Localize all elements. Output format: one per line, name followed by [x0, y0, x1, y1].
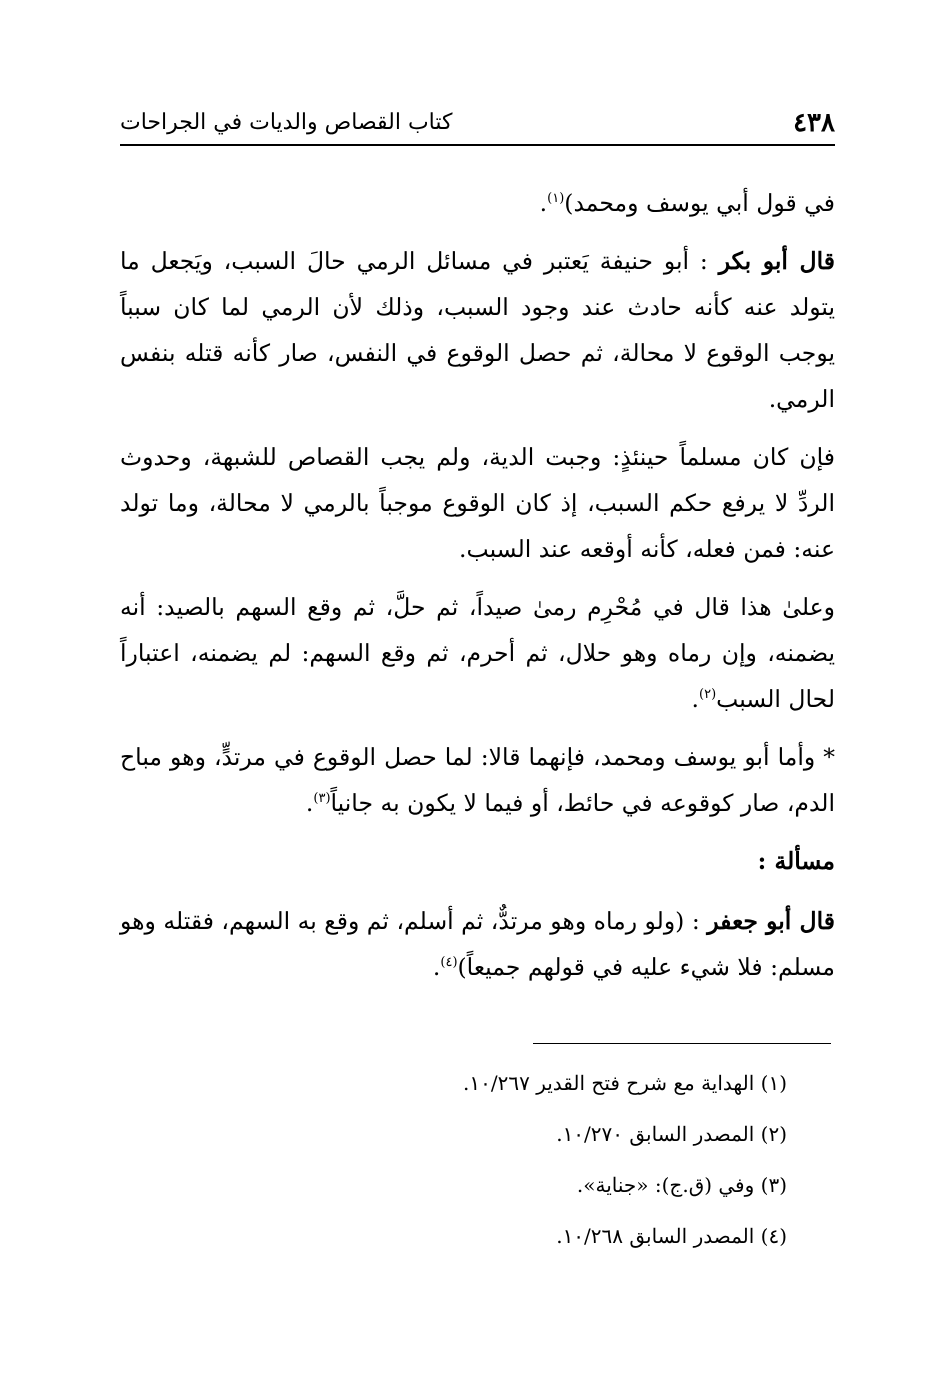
footnote-divider: [533, 1043, 831, 1044]
paragraph-text: : أبو حنيفة يَعتبر في مسائل الرمي حالَ السبب، ويَجعل ما يتولد عنه كأنه حادث عند وجود السبب، وذلك لأن الرمي لما كان سبباً يوجب الوقوع لا محالة، ثم حصل الوقوع في النفس، صار كأنه قتله بنفس الرمي.: [120, 247, 835, 413]
paragraph-6: [120, 898, 835, 990]
paragraph-4: [120, 584, 835, 722]
footnote-ref-1: (١): [547, 191, 565, 207]
page-header: [120, 100, 835, 146]
paragraph-1: [120, 180, 835, 226]
paragraph-text: : (ولو رماه وهو مرتدٌّ، ثم أسلم، ثم وقع به السهم، فقتله وهو مسلم: فلا شيء عليه في قولهم جميعاً): [120, 907, 835, 981]
footnote-item: (٣) وفي (ق.ج): «جناية».: [576, 1173, 787, 1197]
paragraph-text: فإن كان مسلماً حينئذٍ: وجبت الدية، ولم يجب القصاص للشبهة، وحدوث الردِّ لا يرفع حكم السبب، إذ كان الوقوع موجباً بالرمي لا محالة، وما تولد عنه: فمن فعله، كأنه أوقعه عند السبب.: [120, 443, 835, 563]
paragraph-3: [120, 434, 835, 572]
page: [120, 100, 835, 1002]
footnote-item: (٢) المصدر السابق ١٠/٢٧٠.: [556, 1122, 787, 1146]
paragraph-tail: .: [305, 789, 314, 817]
speaker-label: قال أبو بكر: [718, 247, 836, 275]
footnote-item: (٤) المصدر السابق ١٠/٢٦٨.: [556, 1224, 787, 1248]
speaker-label: قال أبو جعفر: [707, 907, 835, 935]
footnote-ref-2: (٢): [699, 687, 717, 703]
paragraph-text: * وأما أبو يوسف ومحمد، فإنهما قالا: لما حصل الوقوع في مرتدٍّ، وهو مباح الدم، صار كوقوعه في حائط، أو فيما لا يكون به جانياً: [120, 743, 835, 817]
paragraph-5: [120, 734, 835, 826]
paragraph-text: في قول أبي يوسف ومحمد): [564, 189, 835, 217]
section-heading: مسألة :: [757, 847, 835, 875]
paragraph-2: [120, 238, 835, 422]
main-text: [120, 180, 835, 990]
paragraph-tail: .: [432, 953, 441, 981]
paragraph-text: وعلىٰ هذا قال في مُحْرِم رمىٰ صيداً، ثم حلَّ، ثم وقع السهم بالصيد: أنه يضمنه، وإن رماه وهو حلال، ثم أحرم، ثم وقع السهم: لم يضمنه، اعتباراً لحال السبب: [120, 593, 835, 713]
footnote-ref-4: (٤): [440, 955, 458, 971]
paragraph-tail: .: [539, 189, 548, 217]
running-title: كتاب القصاص والديات في الجراحات: [120, 110, 453, 135]
footnote-ref-3: (٣): [313, 791, 331, 807]
footnote-item: (١) الهداية مع شرح فتح القدير ١٠/٢٦٧.: [463, 1071, 787, 1095]
paragraph-tail: .: [691, 685, 699, 713]
page-number: ٤٣٨: [793, 108, 835, 138]
footnotes: [360, 1058, 787, 1262]
